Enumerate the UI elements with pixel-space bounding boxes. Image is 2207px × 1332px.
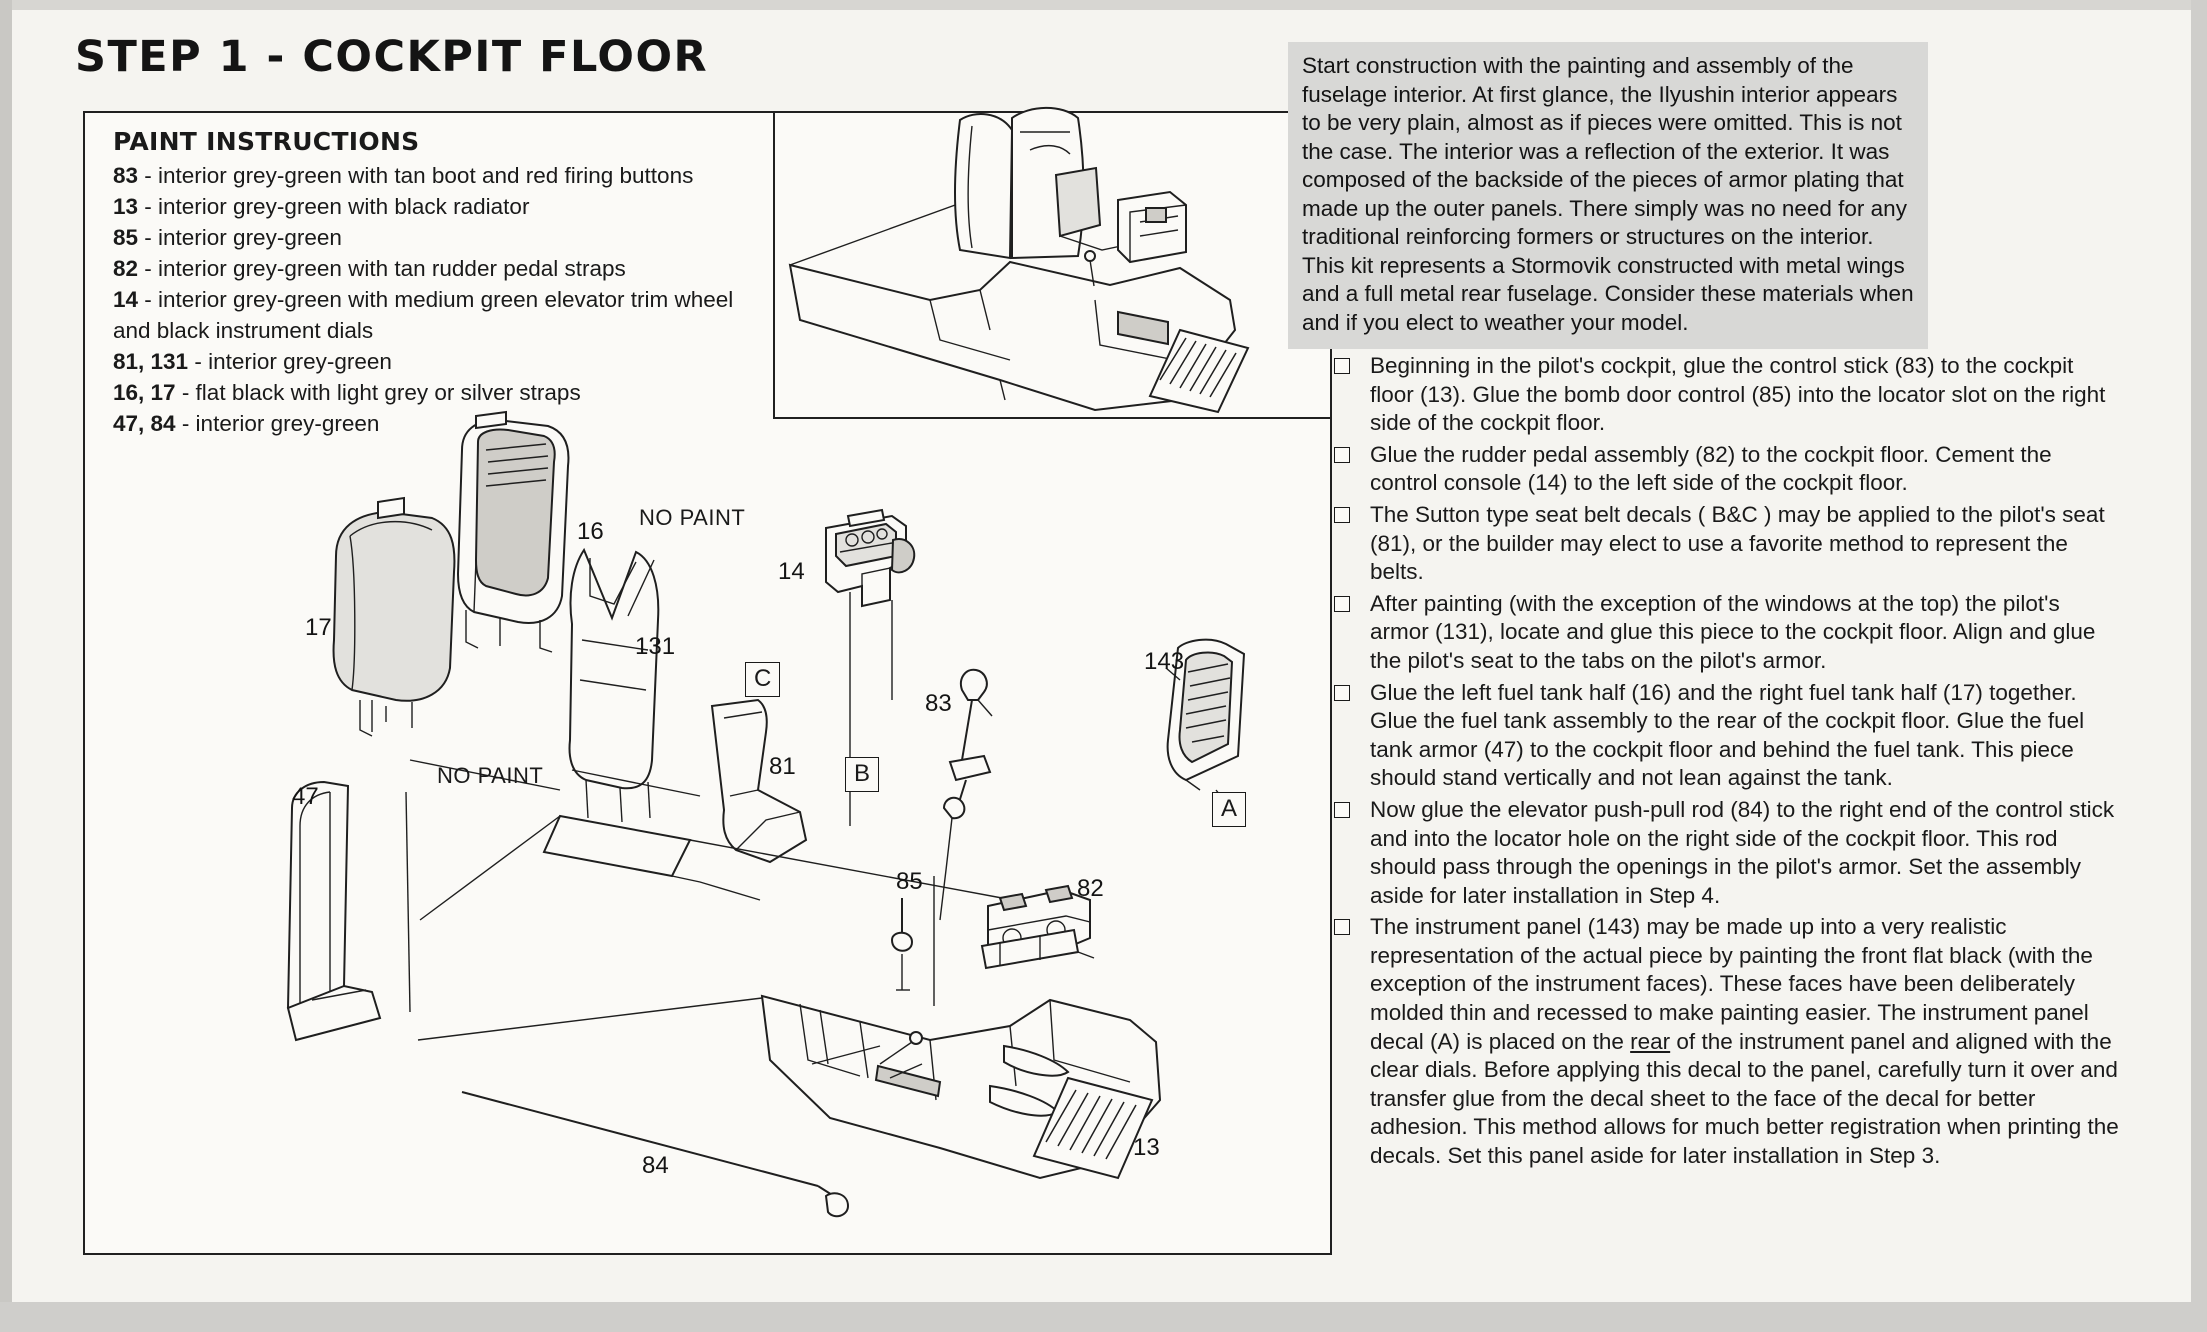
part-label-143: 143 bbox=[1144, 648, 1185, 675]
part-label-47: 47 bbox=[292, 783, 319, 810]
page-title: STEP 1 - COCKPIT FLOOR bbox=[75, 32, 709, 82]
intro-narrative: Start construction with the painting and assembly of the fuselage interior. At first glance, the Ilyushin interior appears to be very plain, almost as if pieces were omitted. This is not the case. The interior was a reflection of the exterior. It was composed of the backside of the pieces of armor plating that made up the outer panels. There simply was no need for any traditional reinforcing formers or structures on the interior. This kit represents a Stormovik constructed with metal wings and a full metal rear fuselage. Consider these materials when and if you elect to weather your model. bbox=[1288, 42, 1928, 349]
part-16-fuel-tank-half bbox=[458, 412, 568, 652]
part-label-131: 131 bbox=[635, 633, 676, 660]
paint-line: 83 - interior grey-green with tan boot and red firing buttons bbox=[113, 163, 694, 188]
part-47-fuel-tank-armor bbox=[288, 782, 380, 1040]
part-label-85: 85 bbox=[896, 868, 923, 895]
part-label-84: 84 bbox=[642, 1152, 669, 1179]
assembled-cockpit-inset bbox=[790, 108, 1248, 412]
assembly-guidelines bbox=[406, 560, 1224, 1064]
checklist-item[interactable]: Glue the left fuel tank half (16) and the right fuel tank half (17) together. Glue the fuel tank assembly to the rear of the cockpit floor. Glue the fuel tank armor (47) to the cockpit floor and behind the fuel tank. This piece should stand vertically and not lean against the tank. bbox=[1330, 679, 2120, 793]
part-label-17: 17 bbox=[305, 614, 332, 641]
decal-label-C: C bbox=[745, 662, 780, 697]
part-81-pilot-seat bbox=[712, 700, 806, 862]
part-85-bomb-door-control bbox=[892, 898, 912, 990]
checklist-item[interactable]: Now glue the elevator push-pull rod (84) to the right end of the control stick and into the locator hole on the right side of the cockpit floor. This rod should pass through the openings in the pilot's armor. Set the assembly aside for later installation in Step 4. bbox=[1330, 796, 2120, 910]
part-label-82: 82 bbox=[1077, 875, 1104, 902]
paint-line: 81, 131 - interior grey-green bbox=[113, 349, 392, 374]
part-13-cockpit-floor bbox=[762, 996, 1160, 1178]
note-no-paint-top: NO PAINT bbox=[639, 505, 746, 530]
paint-line: 47, 84 - interior grey-green bbox=[113, 411, 380, 436]
note-no-paint-bottom: NO PAINT bbox=[437, 763, 544, 788]
checklist-item[interactable]: The Sutton type seat belt decals ( B&C ) may be applied to the pilot's seat (81), or the builder may elect to use a favorite method to represent the belts. bbox=[1330, 501, 2120, 587]
decal-label-A: A bbox=[1212, 792, 1246, 827]
checklist-item[interactable]: Beginning in the pilot's cockpit, glue the control stick (83) to the cockpit floor (13). Glue the bomb door control (85) into the locator slot on the right side of the cockpit floor. bbox=[1330, 352, 2120, 438]
part-label-81: 81 bbox=[769, 753, 796, 780]
decal-label-B: B bbox=[845, 757, 879, 792]
part-label-16: 16 bbox=[577, 518, 604, 545]
paint-instructions-heading: PAINT INSTRUCTIONS bbox=[113, 127, 420, 156]
part-label-83: 83 bbox=[925, 690, 952, 717]
emphasis-rear: rear bbox=[1630, 1028, 1671, 1054]
part-label-14: 14 bbox=[778, 558, 805, 585]
part-label-13: 13 bbox=[1133, 1134, 1160, 1161]
paint-line: 14 - interior grey-green with medium green elevator trim wheel and black instrument dials bbox=[113, 287, 734, 343]
part-17-fuel-tank-half bbox=[334, 498, 455, 736]
checklist-item[interactable]: Glue the rudder pedal assembly (82) to the cockpit floor. Cement the control console (14) to the left side of the cockpit floor. bbox=[1330, 441, 2120, 498]
paint-line: 85 - interior grey-green bbox=[113, 225, 342, 250]
paint-line: 13 - interior grey-green with black radiator bbox=[113, 194, 530, 219]
paint-line: 16, 17 - flat black with light grey or silver straps bbox=[113, 380, 581, 405]
part-131-pilot-armor bbox=[544, 550, 690, 876]
paint-line: 82 - interior grey-green with tan rudder pedal straps bbox=[113, 256, 626, 281]
checklist-item[interactable]: After painting (with the exception of the windows at the top) the pilot's armor (131), locate and glue this piece to the cockpit floor. Align and glue the pilot's seat to the tabs on the pilot's armor. bbox=[1330, 590, 2120, 676]
checklist-item-text: The instrument panel (143) may be made up into a very realistic representation of the actual piece by painting the front flat black (with the exception of the instrument faces). These faces have been deliberately molded thin and recessed to make painting easier. The instrument panel decal (A) is placed on the rear of the instrument panel and aligned with the clear dials. Before applying this decal to the panel, carefully turn it over and transfer glue from the decal sheet to the face of the decal for better adhesion. This method allows for much better registration when printing the decals. Set this panel aside for later installation in Step 3. bbox=[1370, 914, 2119, 1169]
